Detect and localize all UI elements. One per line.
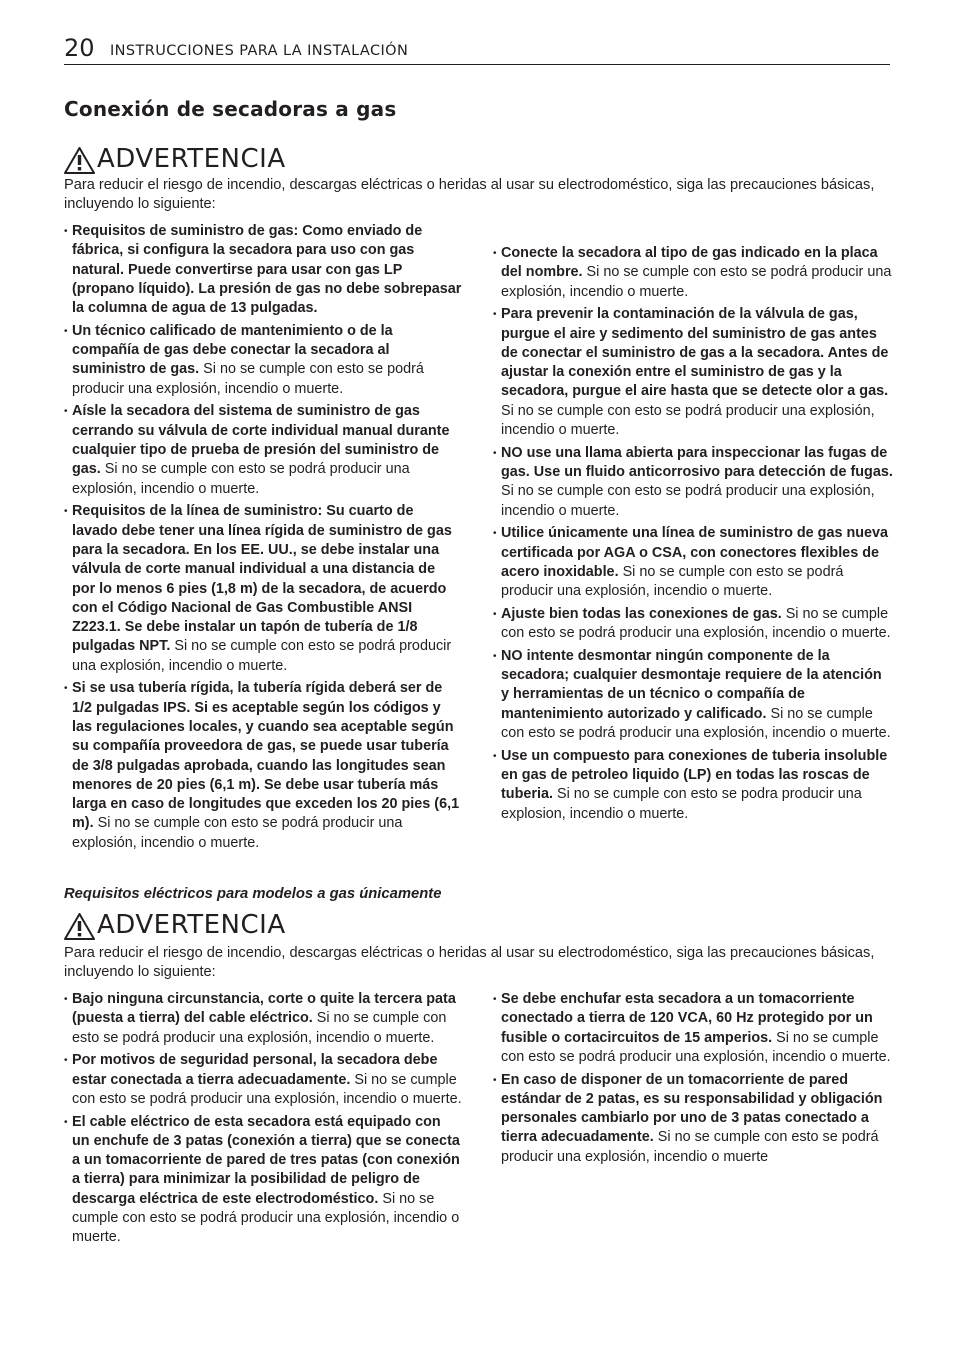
bullet-bold-text: NO use una llama abierta para inspeccionar las fugas de gas. Use un fluido anticorrosivo para detección de fugas. (501, 444, 893, 481)
bullet-consequence-text: Si no se cumple con esto se podrá producir una explosión, incendio o muerte. (501, 483, 875, 519)
bullet-item (64, 1051, 462, 1109)
bullet-item (64, 679, 462, 853)
bullet-bold-text: Se debe enchufar esta secadora a un tomacorriente conectado a tierra de 120 VCA, 60 Hz protegido por un fusible o cortacircuitos de 15 amperios. (501, 991, 873, 1046)
bullet-bold-text: Para prevenir la contaminación de la válvula de gas, purgue el aire y sedimento del suministro de gas antes de conectar el suministro de gas a la secadora. Antes de ajustar la conexión entre el suministro de gas y la secadora, purgue el aire hasta que se detecte olor a gas. (501, 306, 889, 400)
bullet-bold-text: Ajuste bien todas las conexiones de gas. (501, 605, 782, 622)
bullet-bold-text: Aísle la secadora del sistema de suministro de gas cerrando su válvula de corte individual manual durante cualquier tipo de prueba de presión del suministro de gas. (72, 403, 450, 478)
bullet-bold-text: NO intente desmontar ningún componente de la secadora; cualquier desmontaje requiere de la atención y herramientas de un técnico o compañía de mantenimiento autorizado y calificado. (501, 647, 882, 722)
electrical-subheading: Requisitos eléctricos para modelos a gas únicamente (64, 886, 442, 902)
bullet-bold-text: Bajo ninguna circunstancia, corte o quite la tercera pata (puesta a tierra) del cable eléctrico. (72, 991, 456, 1027)
bullet-consequence-text: Si no se cumple con esto se podrá producir una explosión, incendio o muerte. (72, 1071, 462, 1107)
warning2-left-column (64, 990, 462, 1251)
warning-intro: Para reducir el riesgo de incendio, descargas eléctricas o heridas al usar su electrodoméstico, siga las precauciones básicas, incluyendo lo siguiente: (64, 945, 875, 981)
bullet-item (493, 647, 893, 743)
bullet-bold-text: En caso de disponer de un tomacorriente de pared estándar de 2 patas, es su responsabilidad y obligación personales cambiarlo por uno de 3 patas conectado a tierra adecuadamente. (501, 1071, 883, 1146)
bullet-item (493, 990, 893, 1067)
warning-word: ADVERTENCIA (97, 910, 286, 940)
warning-heading (64, 906, 286, 940)
warning2-right-column (493, 990, 893, 1170)
bullet-consequence-text: Si no se cumple con esto se podrá producir una explosión, incendio o muerte. (72, 815, 403, 851)
bullet-item (64, 502, 462, 676)
bullet-consequence-text: Si no se cumple con esto se podrá producir una explosión, incendio o muerte. (72, 1190, 460, 1246)
bullet-bold-text: Use un compuesto para conexiones de tuberia insoluble en gas de petroleo liquido (LP) en todas las roscas de tuberia. (501, 747, 888, 803)
bullet-consequence-text: Si no se cumple con esto se podrá producir una explosión, incendio o muerte. (501, 563, 844, 600)
bullet-consequence-text: Si no se cumple con esto se podrá producir una explosión, incendio o muerte. (501, 1029, 891, 1065)
bullet-item (493, 305, 893, 440)
bullet-item (64, 990, 462, 1048)
bullet-bold-text: Requisitos de la línea de suministro: Su cuarto de lavado debe tener una línea rígida de suministro de gas para la secadora. En los EE. UU., se debe instalar una válvula de corte manual individual a una distancia de por lo menos 6 pies (1,8 m) de la secadora, de acuerdo con el Código Nacional de Gas Combustible ANSI Z223.1. Se debe instalar un tapón de tubería de 1/8 pulgadas NPT. (72, 503, 452, 655)
warning1-right-column (493, 244, 893, 827)
bullet-consequence-text: Si no se cumple con esto se podrá producir una explosión, incendio o muerte (501, 1129, 879, 1165)
bullet-bold-text: Conecte la secadora al tipo de gas indicado en la placa del nombre. (501, 245, 878, 281)
header-title: INSTRUCCIONES PARA LA INSTALACIÓN (110, 43, 409, 59)
bullet-consequence-text: Si no se cumple con esto se podrá producir una explosión, incendio o muerte. (72, 638, 452, 674)
bullet-item (493, 1071, 893, 1167)
bullet-consequence-text: Si no se cumple con esto se podrá producir una explosión, incendio o muerte. (501, 705, 891, 742)
bullet-bold-text: Un técnico calificado de mantenimiento o de la compañía de gas debe conectar la secadora al suministro de gas. (72, 322, 393, 378)
running-header (64, 34, 890, 65)
warning1-left-column (64, 222, 462, 856)
bullet-bold-text: Requisitos de suministro de gas: Como enviado de fábrica, si configura la secadora para uso con gas natural. Puede convertirse para usar con gas LP (propano líquido). La presión de gas no debe sobrepasar la columna de agua de 13 pulgadas. (72, 223, 462, 317)
bullet-item (493, 244, 893, 302)
warning-triangle-icon (64, 147, 95, 174)
bullet-consequence-text: Si no se cumple con esto se podra producir una explosion, incendio o muerte. (501, 786, 862, 822)
bullet-item (64, 222, 462, 318)
bullet-bold-text: Por motivos de seguridad personal, la secadora debe estar conectada a tierra adecuadamente. (72, 1052, 438, 1088)
bullet-consequence-text: Si no se cumple con esto se podrá producir una explosión, incendio o muerte. (72, 1010, 447, 1046)
bullet-consequence-text: Si no se cumple con esto se podrá producir una explosión, incendio o muerte. (501, 402, 875, 439)
bullet-bold-text: Utilice únicamente una línea de suministro de gas nueva certificada por AGA o CSA, con conectores flexibles de acero inoxidable. (501, 525, 889, 580)
section-title: Conexión de secadoras a gas (64, 97, 397, 121)
warning-word: ADVERTENCIA (97, 144, 286, 174)
bullet-item (493, 444, 893, 521)
bullet-item (493, 747, 893, 824)
bullet-item (64, 1113, 462, 1248)
bullet-item (64, 402, 462, 498)
warning-heading (64, 140, 286, 174)
bullet-item (493, 524, 893, 601)
bullet-bold-text: Si se usa tubería rígida, la tubería rígida deberá ser de 1/2 pulgadas IPS. Si es aceptable según los códigos y las regulaciones locales, y cuando sea aceptable según su compañía proveedora de gas, se puede usar tubería de 3/8 pulgadas aprobada, cuando las longitudes sean menores de 20 pies (6,1 m). Se debe usar tubería más larga en caso de longitudes que exceden los 20 pies (6,1 m). (72, 680, 460, 832)
bullet-item (493, 605, 893, 644)
page-number: 20 (64, 34, 95, 62)
bullet-bold-text: El cable eléctrico de esta secadora está equipado con un enchufe de 3 patas (conexión a tierra) que se conecta a un tomacorriente de pared de tres patas (con conexión a tierra) para minimizar la posibilidad de peligro de descarga eléctrica de este electrodoméstico. (72, 1113, 460, 1207)
bullet-consequence-text: Si no se cumple con esto se podrá producir una explosión, incendio o muerte. (501, 264, 892, 300)
warning-triangle-icon (64, 913, 95, 940)
bullet-consequence-text: Si no se cumple con esto se podrá producir una explosión, incendio o muerte. (72, 361, 424, 397)
warning-intro: Para reducir el riesgo de incendio, descargas eléctricas o heridas al usar su electrodoméstico, siga las precauciones básicas, incluyendo lo siguiente: (64, 177, 875, 213)
bullet-consequence-text: Si no se cumple con esto se podrá producir una explosión, incendio o muerte. (72, 461, 410, 497)
bullet-item (64, 322, 462, 399)
bullet-consequence-text: Si no se cumple con esto se podrá producir una explosión, incendio o muerte. (501, 605, 891, 642)
